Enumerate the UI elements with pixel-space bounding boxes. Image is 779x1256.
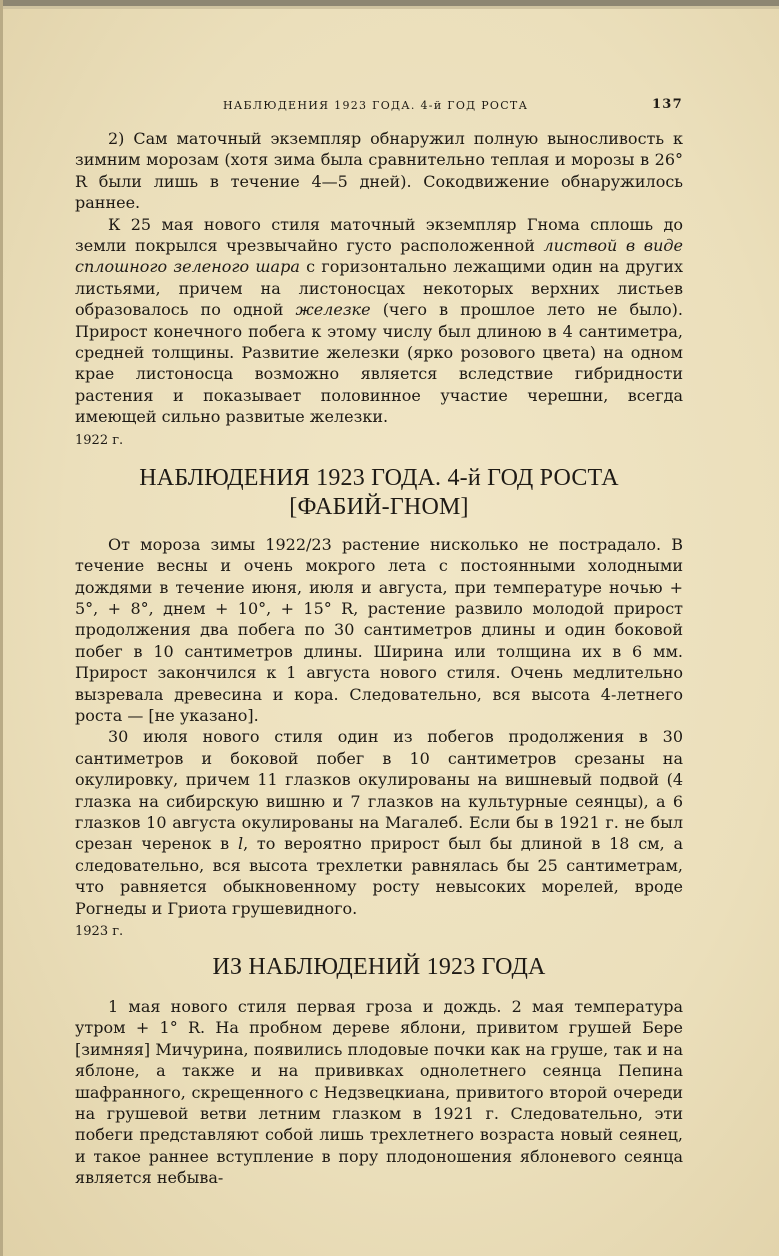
- text-run: , то вероятно прирост был бы длиной в 18 см, а следовательно, вся высота трехлетки равнялась бы 25 сантиметрам, что равняется обыкновенному росту невысоких морелей, вроде Рогнеды и Гриота грушевидного.: [75, 834, 683, 918]
- emphasis: железке: [295, 300, 371, 320]
- body-text: [75, 128, 683, 1189]
- text-run: с горизонтально лежащими один на других листьями, причем на листоносцах некоторых верхних листьев образовалось по одной: [75, 257, 683, 320]
- heading-line: НАБЛЮДЕНИЯ 1923 ГОДА. 4-й ГОД РОСТА: [139, 464, 619, 491]
- year-note: 1922 г.: [75, 432, 124, 448]
- section-heading: [75, 953, 683, 982]
- text-run: (чего в прошлое лето не было). Прирост конечного побега к этому числу был длиною в 4 сантиметра, средней толщины. Развитие железки (ярко розового цвета) на одном крае листоносца возможно является вследствие гибридности растения и показывает половинное участие черешни, всегда имеющей сильно развитые железки.: [75, 300, 684, 427]
- emphasis: листвой в виде сплошного зеленого шара: [75, 236, 683, 277]
- heading-line: ИЗ НАБЛЮДЕНИЙ 1923 ГОДА: [212, 954, 546, 980]
- paragraph: 1 мая нового стиля первая гроза и дождь. 2 мая температура утром + 1° R. На пробном дереве яблони, привитом грушей Бере [зимняя] Мичурина, появились плодовые почки как на груше, так и на яблоне, а также и на прививках однолетнего сеянца Пепина шафранного, скрещенного с Недзвецкиана, привитого второй очереди на грушевой ветви летним глазком в 1921 г. Следовательно, эти побеги представляют собой лишь трехлетнего возраста новый сеянец, и такое раннее вступление в пору плодоношения яблоневого сеянца является небыва-: [75, 997, 683, 1188]
- running-head: НАБЛЮДЕНИЯ 1923 ГОДА. 4-й ГОД РОСТА: [223, 99, 529, 112]
- paragraph: [75, 214, 683, 428]
- heading-line: [ФАБИЙ-ГНОМ]: [289, 493, 469, 520]
- emphasis: l: [237, 834, 244, 854]
- year-note: 1923 г.: [75, 924, 124, 939]
- section-heading: [75, 464, 683, 522]
- paragraph: [75, 726, 683, 919]
- page-number: 137: [651, 97, 683, 112]
- page-header: [75, 97, 683, 115]
- scan-left-edge: [0, 0, 3, 1256]
- scan-top-shadow: [0, 6, 779, 9]
- paragraph: От мороза зимы 1922/23 растение нисколько не пострадало. В течение весны и очень мокрого лета с постоянными холодными дождями в течение июня, июля и августа, при температуре ночью + 5°, + 8°, днем + 10°, + 15° R, растение развило молодой прирост продолжения два побега по 30 сантиметров длины и один боковой побег в 10 сантиметров длины. Ширина или толщина их в 6 мм. Прирост закончился к 1 августа нового стиля. Очень медлительно вызревала древесина и кора. Следовательно, вся высота 4-летнего роста — [не указано].: [75, 534, 683, 725]
- text-run: К 25 мая нового стиля маточный экземпляр Гнома сплошь до земли покрылся чрезвычайно густо расположенной: [75, 214, 683, 256]
- paragraph: 2) Сам маточный экземпляр обнаружил полную выносливость к зимним морозам (хотя зима была сравнительно теплая и морозы в 26° R были лишь в течение 4—5 дней). Сокодвижение обнаружилось раннее.: [75, 129, 683, 213]
- text-run: 30 июля нового стиля один из побегов продолжения в 30 сантиметров и боковой побег в 10 сантиметров срезаны на окулировку, причем 11 глазков окулированы на вишневый подвой (4 глазка на сибирскую вишню и 7 глазков на культурные сеянцы), а 6 глазков 10 августа окулированы на Магалеб. Если бы в 1921 г. не был срезан черенок в: [75, 727, 683, 854]
